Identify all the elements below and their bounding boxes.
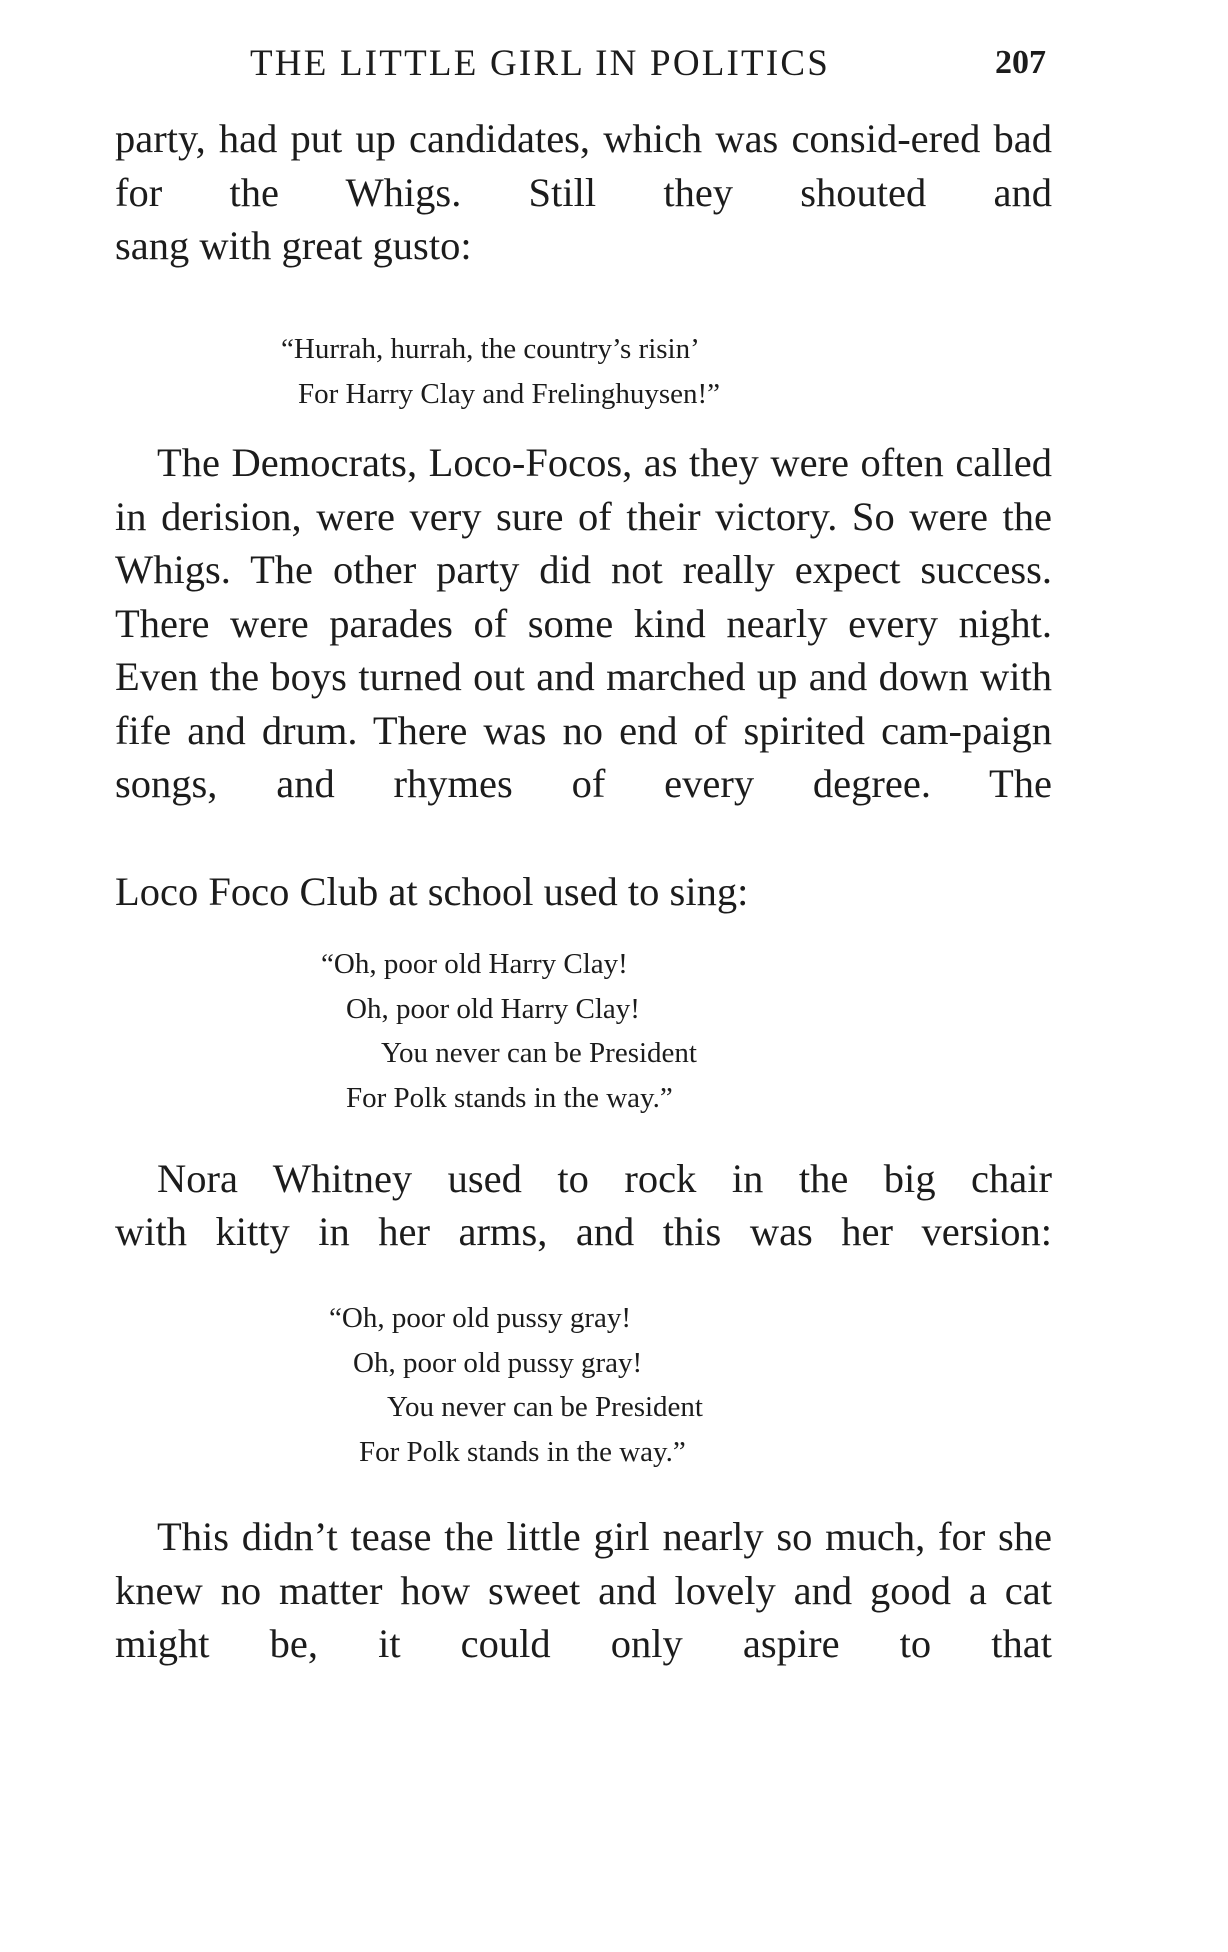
verse-hurrah <box>281 327 720 416</box>
paragraph-nora-whitney: Nora Whitney used to rock in the big chair <box>157 1156 1052 1201</box>
verse-line: For Polk stands in the way.” <box>359 1435 686 1468</box>
running-title: THE LITTLE GIRL IN POLITICS <box>250 43 831 84</box>
verse-line: For Harry Clay and Frelinghuysen!” <box>298 377 721 410</box>
verse-harry-clay <box>321 942 697 1120</box>
paragraph-nora-whitney-end: with kitty in her arms, and this was her version: <box>115 1209 1052 1254</box>
verse-line: Oh, poor old pussy gray! <box>353 1346 643 1379</box>
verse-pussy-gray <box>329 1296 703 1474</box>
verse-line: Oh, poor old Harry Clay! <box>346 992 640 1025</box>
verse-line: “Oh, poor old pussy gray! <box>329 1302 632 1334</box>
page-number: 207 <box>995 44 1046 81</box>
verse-line: For Polk stands in the way.” <box>346 1081 673 1114</box>
verse-line: You never can be President <box>387 1391 703 1423</box>
running-header <box>115 42 1050 92</box>
paragraph-democrats-end: Loco Foco Club at school used to sing: <box>115 869 749 914</box>
paragraph-continuation-end: sang with great gusto: <box>115 223 472 268</box>
paragraph-continuation: party, had put up candidates, which was consid-ered bad for the Whigs. Still they shouted and <box>115 116 1052 215</box>
verse-line: “Hurrah, hurrah, the country’s risin’ <box>281 333 700 365</box>
paragraph-little-girl: This didn’t tease the little girl nearly so much, for she knew no matter how sweet and lovely and good a cat might be, it could only aspire to that <box>115 1514 1052 1666</box>
verse-line: “Oh, poor old Harry Clay! <box>321 948 628 980</box>
paragraph-democrats: The Democrats, Loco-Focos, as they were often called in derision, were very sure of their victory. So were the Whigs. The other party did not really expect success. There were parades of some kind nearly every night. Even the boys turned out and marched up and down with fife and drum. There was no end of spirited cam-paign songs, and rhymes of every degree. The <box>115 440 1052 806</box>
verse-line: You never can be President <box>381 1037 697 1069</box>
